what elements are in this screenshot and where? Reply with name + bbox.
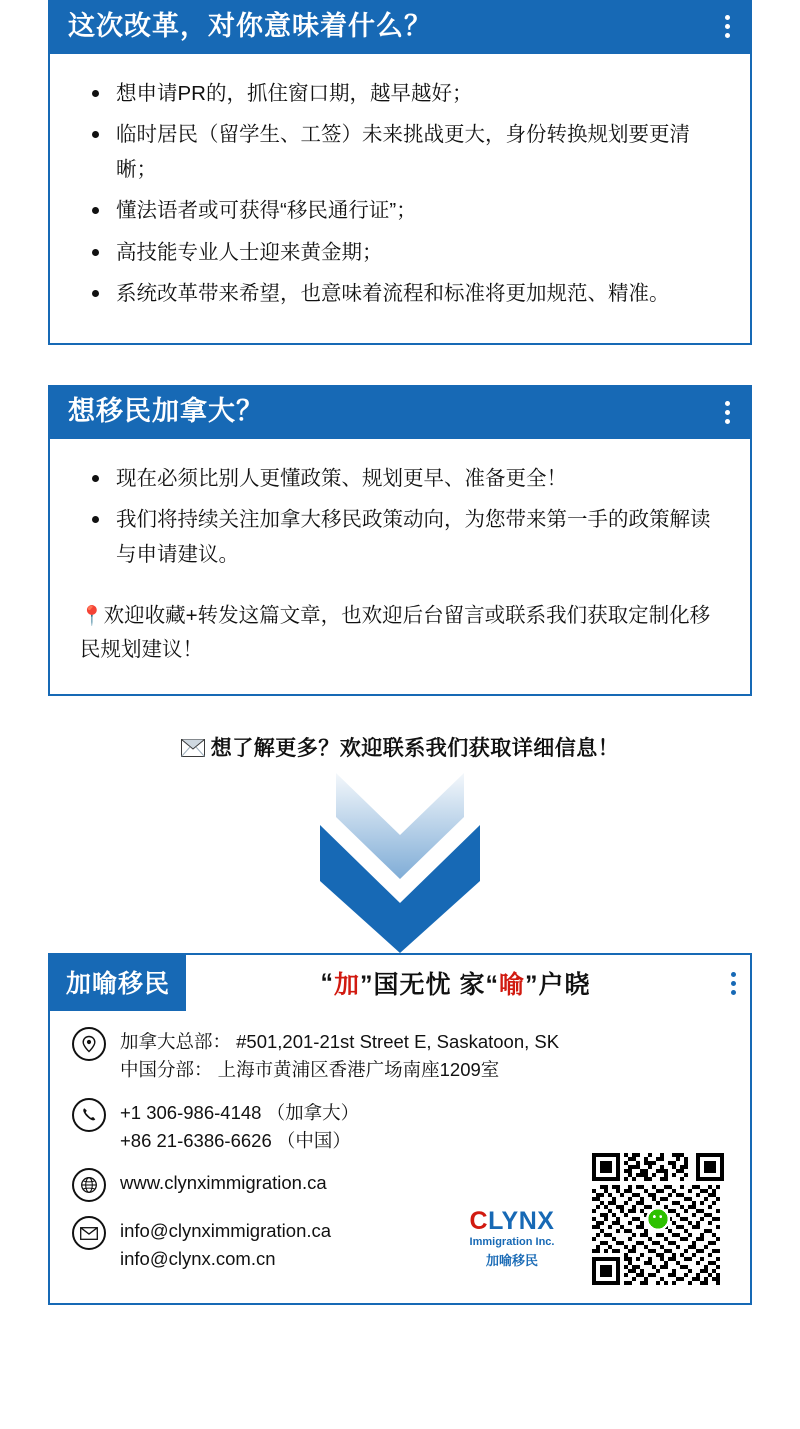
footer-body	[50, 1011, 750, 1303]
location-pin-icon	[72, 1027, 106, 1061]
phone-row	[72, 1098, 728, 1155]
logo-wordmark	[452, 1206, 572, 1235]
slogan-part-red-1: 加	[334, 971, 361, 1000]
spacer	[48, 345, 752, 385]
envelope-icon	[181, 739, 205, 763]
email-line-1: info@clynximmigration.ca	[120, 1220, 332, 1242]
card1-bullet-list	[76, 76, 724, 312]
card2-bullet-list	[76, 461, 724, 573]
card2-body	[50, 439, 750, 694]
mail-icon	[72, 1216, 106, 1250]
card2-title: 想移民加拿大？	[68, 396, 264, 427]
list-item: 想申请PR的，抓住窗口期，越早越好；	[116, 76, 724, 111]
list-item: 懂法语者或可获得“移民通行证”；	[116, 193, 724, 228]
location-pin-icon: 📍	[80, 605, 104, 627]
card1-title: 这次改革，对你意味着什么？	[68, 11, 432, 41]
email-line-2: info@clynx.com.cn	[120, 1248, 276, 1270]
phone-text	[120, 1098, 359, 1155]
logo-letter-c: C	[469, 1206, 489, 1235]
cta-text: 想了解更多？欢迎联系我们获取详细信息！	[210, 737, 620, 761]
slogan-part-3: ”户晓	[524, 971, 591, 1000]
logo-subtitle: Immigration Inc.	[469, 1235, 555, 1248]
footer-slogan	[186, 955, 725, 1011]
footer-header	[50, 955, 750, 1011]
spacer	[48, 696, 752, 726]
card1-body	[50, 54, 750, 344]
company-logo	[452, 1206, 572, 1269]
website-line: www.clynximmigration.ca	[120, 1172, 327, 1194]
card2-note-text: 欢迎收藏+转发这篇文章，也欢迎后台留言或联系我们获取定制化移民规划建议！	[80, 603, 711, 662]
card2-header	[50, 387, 750, 439]
kebab-menu-icon[interactable]	[725, 955, 750, 1011]
logo-letters-rest: LYNX	[488, 1206, 555, 1235]
address-text	[120, 1027, 559, 1084]
address-row	[72, 1027, 728, 1084]
phone-icon	[72, 1098, 106, 1132]
list-item: 临时居民（留学生、工签）未来挑战更大，身份转换规划要更清晰；	[116, 117, 724, 188]
address-line-2: 中国分部： 上海市黄浦区香港广场南座1209室	[120, 1059, 500, 1081]
globe-icon	[72, 1168, 106, 1202]
down-arrow-decoration	[48, 773, 752, 953]
list-item: 系统改革带来希望，也意味着流程和标准将更加规范、精准。	[116, 276, 724, 311]
phone-line-1: +1 306-986-4148 （加拿大）	[120, 1101, 360, 1123]
card2-note	[76, 599, 724, 669]
logo-chinese-name: 加喻移民	[485, 1252, 538, 1268]
email-text	[120, 1216, 331, 1273]
card1-header	[50, 2, 750, 54]
list-item: 我们将持续关注加拿大移民政策动向，为您带来第一手的政策解读与申请建议。	[116, 502, 724, 573]
card-reform-meaning	[48, 0, 752, 345]
slogan-part-2: ”国无忧 家“	[360, 971, 499, 1000]
card-want-immigrate	[48, 385, 752, 696]
phone-line-2: +86 21-6386-6626 （中国）	[120, 1129, 351, 1151]
website-text	[120, 1168, 327, 1197]
wechat-qr-code[interactable]	[592, 1153, 724, 1285]
footer-contact-card	[48, 953, 752, 1305]
kebab-menu-icon[interactable]	[725, 15, 732, 38]
slogan-part-red-2: 喻	[498, 971, 525, 1000]
down-chevron-arrow	[300, 773, 500, 953]
kebab-menu-icon[interactable]	[725, 401, 732, 424]
slogan-part-1: “	[320, 968, 334, 997]
list-item: 高技能专业人士迎来黄金期；	[116, 235, 724, 270]
address-line-1: 加拿大总部： #501,201-21st Street E, Saskatoon, SK	[120, 1031, 560, 1053]
list-item: 现在必须比别人更懂政策、规划更早、准备更全！	[116, 461, 724, 496]
cta-contact-line	[48, 726, 752, 763]
brand-name: 加喻移民	[50, 955, 186, 1011]
